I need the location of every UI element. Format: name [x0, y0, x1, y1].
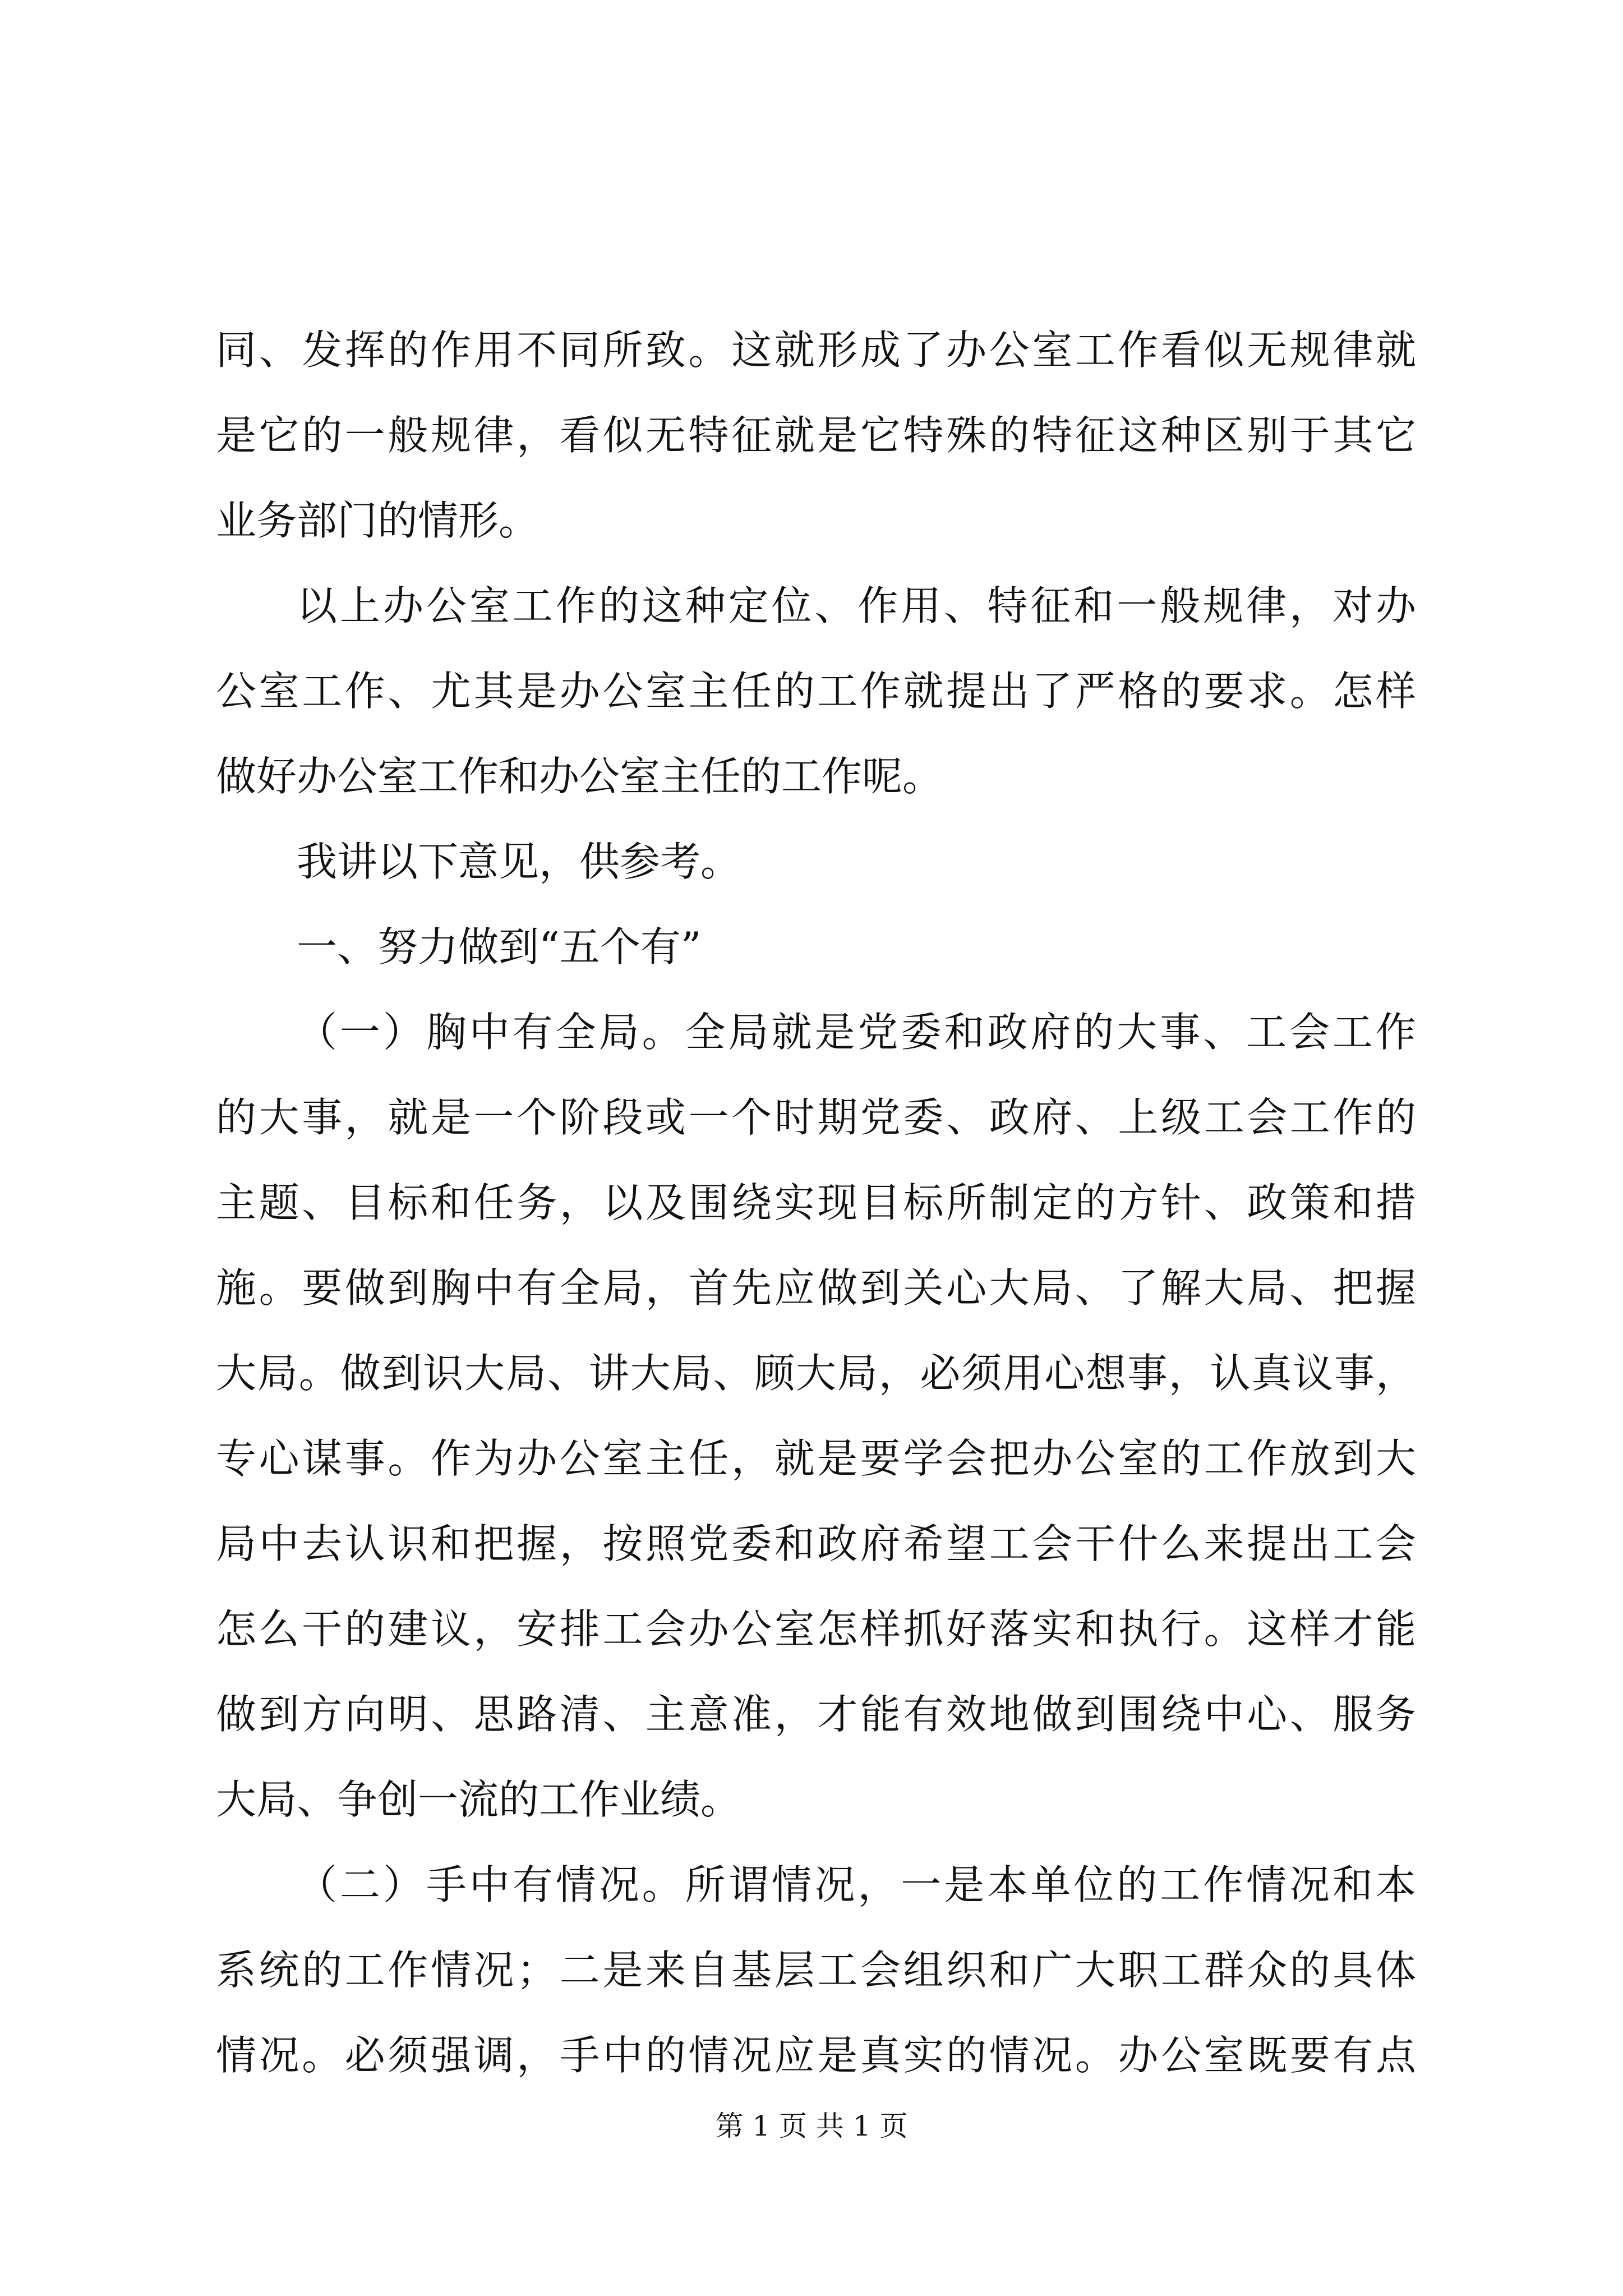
paragraph-line: 的大事，就是一个阶段或一个时期党委、政府、上级工会工作的 [216, 1094, 1416, 1141]
paragraph-line: 以上办公室工作的这种定位、作用、特征和一般规律，对办 [297, 582, 1416, 629]
paragraph-line: 怎么干的建议，安排工会办公室怎样抓好落实和执行。这样才能 [216, 1605, 1416, 1653]
paragraph-line: 大局、争创一流的工作业绩。 [216, 1776, 741, 1823]
paragraph-line: 做到方向明、思路清、主意准，才能有效地做到围绕中心、服务 [216, 1691, 1416, 1738]
paragraph-line: （一）胸中有全局。全局就是党委和政府的大事、工会工作 [297, 1009, 1416, 1056]
paragraph-line: 主题、目标和任务，以及围绕实现目标所制定的方针、政策和措 [216, 1179, 1416, 1226]
paragraph-line: 公室工作、尤其是办公室主任的工作就提出了严格的要求。怎样 [216, 668, 1416, 715]
paragraph-line: 系统的工作情况；二是来自基层工会组织和广大职工群众的具体 [216, 1947, 1416, 1994]
paragraph-line: 一、努力做到“五个有” [297, 923, 702, 970]
paragraph-line: 做好办公室工作和办公室主任的工作呢。 [216, 753, 943, 800]
paragraph-line: 业务部门的情形。 [216, 497, 540, 544]
paragraph-line: 我讲以下意见，供参考。 [297, 838, 741, 885]
paragraph-line: 专心谋事。作为办公室主任，就是要学会把办公室的工作放到大 [216, 1435, 1416, 1482]
paragraph-line: 局中去认识和把握，按照党委和政府希望工会干什么来提出工会 [216, 1520, 1416, 1567]
paragraph-line: 同、发挥的作用不同所致。这就形成了办公室工作看似无规律就 [216, 326, 1416, 374]
paragraph-line: 是它的一般规律，看似无特征就是它特殊的特征这种区别于其它 [216, 412, 1416, 459]
paragraph-line: 施。要做到胸中有全局，首先应做到关心大局、了解大局、把握 [216, 1264, 1416, 1312]
body-text [216, 307, 1416, 2098]
paragraph-line: 大局。做到识大局、讲大局、顾大局，必须用心想事，认真议事， [216, 1350, 1416, 1397]
paragraph-line: （二）手中有情况。所谓情况，一是本单位的工作情况和本 [297, 1861, 1416, 1908]
paragraph-line: 情况。必须强调，手中的情况应是真实的情况。办公室既要有点 [216, 2032, 1416, 2079]
page-footer: 第 1 页 共 1 页 [715, 2110, 908, 2142]
